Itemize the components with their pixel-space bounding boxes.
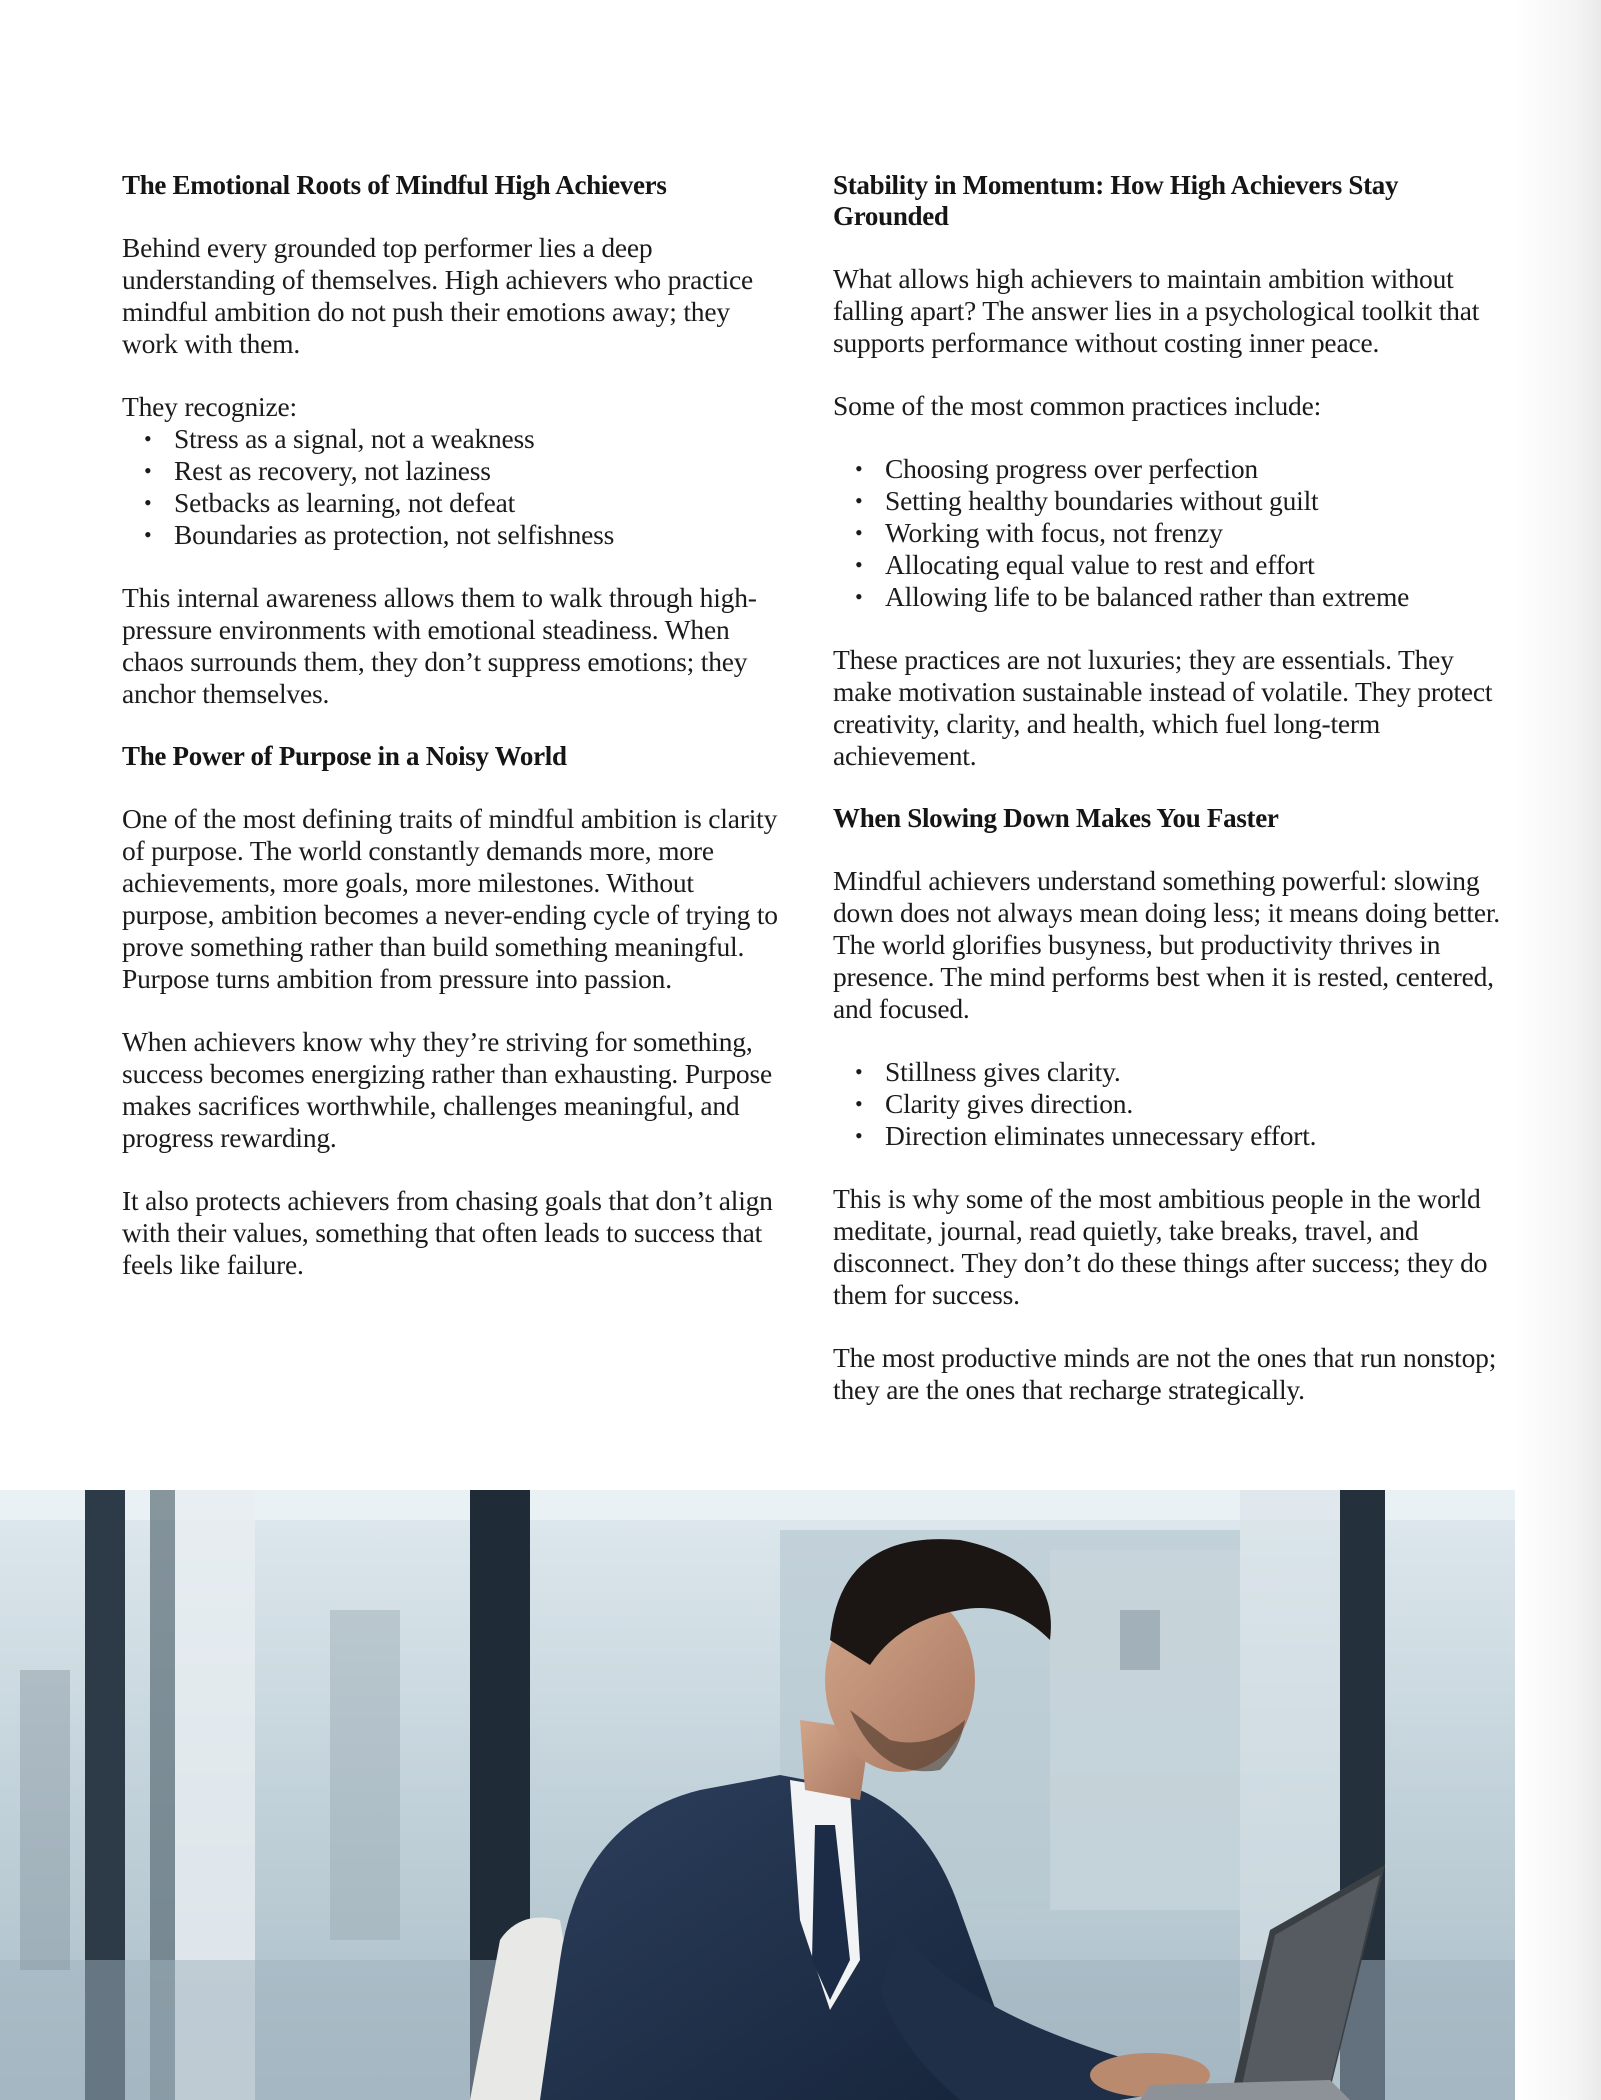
list-item: • Choosing progress over perfection: [855, 453, 1503, 485]
list-item: • Direction eliminates unnecessary effort.: [855, 1120, 1503, 1152]
paragraph: Some of the most common practices include:: [833, 390, 1322, 421]
list-item: • Working with focus, not frenzy: [855, 517, 1503, 549]
paragraph: One of the most defining traits of mindful ambition is clarity of purpose. The world constantly demands more, more achievements, more goals, more milestones. Without purpose, ambition becomes a never-ending cycle of trying to prove something rather than build something meaningful.: [122, 803, 778, 962]
practices-list: [833, 453, 1503, 613]
page-edge-shadow: [1515, 0, 1601, 2100]
list-item: • Setting healthy boundaries without guilt: [855, 485, 1503, 517]
recognize-intro: They recognize:: [122, 391, 297, 422]
heading-stability-in-momentum: Stability in Momentum: How High Achievers Stay Grounded: [833, 170, 1399, 231]
stillness-list: [833, 1056, 1503, 1152]
paragraph: It also protects achievers from chasing goals that don’t align with their values, something that often leads to success that feels like failure.: [122, 1185, 773, 1280]
list-item: • Boundaries as protection, not selfishness: [144, 519, 782, 551]
right-column: [833, 170, 1503, 1437]
recognize-list: [122, 423, 782, 551]
left-column: [122, 170, 782, 1312]
businessman-laptop-illustration: [0, 1490, 1515, 2100]
list-item: • Clarity gives direction.: [855, 1088, 1503, 1120]
heading-slowing-down: When Slowing Down Makes You Faster: [833, 803, 1279, 833]
paragraph: Mindful achievers understand something powerful: slowing down does not always mean doing less; it means doing better. The world glorifies busyness, but productivity thrives in presence. The mind performs best when it is rested, centered, and focused.: [833, 865, 1500, 1024]
list-item: • Rest as recovery, not laziness: [144, 455, 782, 487]
paragraph: This is why some of the most ambitious people in the world meditate, journal, read quietly, take breaks, travel, and disconnect. They don’t do these things after success; they do them for success.: [833, 1183, 1488, 1310]
paragraph: The most productive minds are not the ones that run nonstop; they are the ones that recharge strategically.: [833, 1342, 1497, 1405]
paragraph: This internal awareness allows them to walk through high-pressure environments with emotional steadiness. When chaos surrounds them, they don’t suppress emotions; they anchor themselves.: [122, 582, 757, 709]
heading-emotional-roots: The Emotional Roots of Mindful High Achievers: [122, 170, 667, 200]
list-item: • Stillness gives clarity.: [855, 1056, 1503, 1088]
office-photo: [0, 1490, 1515, 2100]
list-item: • Stress as a signal, not a weakness: [144, 423, 782, 455]
paragraph: When achievers know why they’re striving for something, success becomes energizing rather than exhausting. Purpose makes sacrifices worthwhile, challenges meaningful, and progress rewarding.: [122, 1026, 772, 1153]
paragraph: What allows high achievers to maintain ambition without falling apart? The answer lies in a psychological toolkit that supports performance without costing inner peace.: [833, 263, 1480, 358]
heading-power-of-purpose: The Power of Purpose in a Noisy World: [122, 741, 567, 771]
list-item: • Setbacks as learning, not defeat: [144, 487, 782, 519]
list-item: • Allocating equal value to rest and effort: [855, 549, 1503, 581]
paragraph: Purpose turns ambition from pressure into passion.: [122, 963, 672, 994]
list-item: • Allowing life to be balanced rather than extreme: [855, 581, 1503, 613]
paragraph: Behind every grounded top performer lies a deep understanding of themselves. High achievers who practice mindful ambition do not push their emotions away; they work with them.: [122, 232, 754, 359]
paragraph: These practices are not luxuries; they are essentials. They make motivation sustainable instead of volatile. They protect creativity, clarity, and health, which fuel long-term achievement.: [833, 644, 1493, 771]
